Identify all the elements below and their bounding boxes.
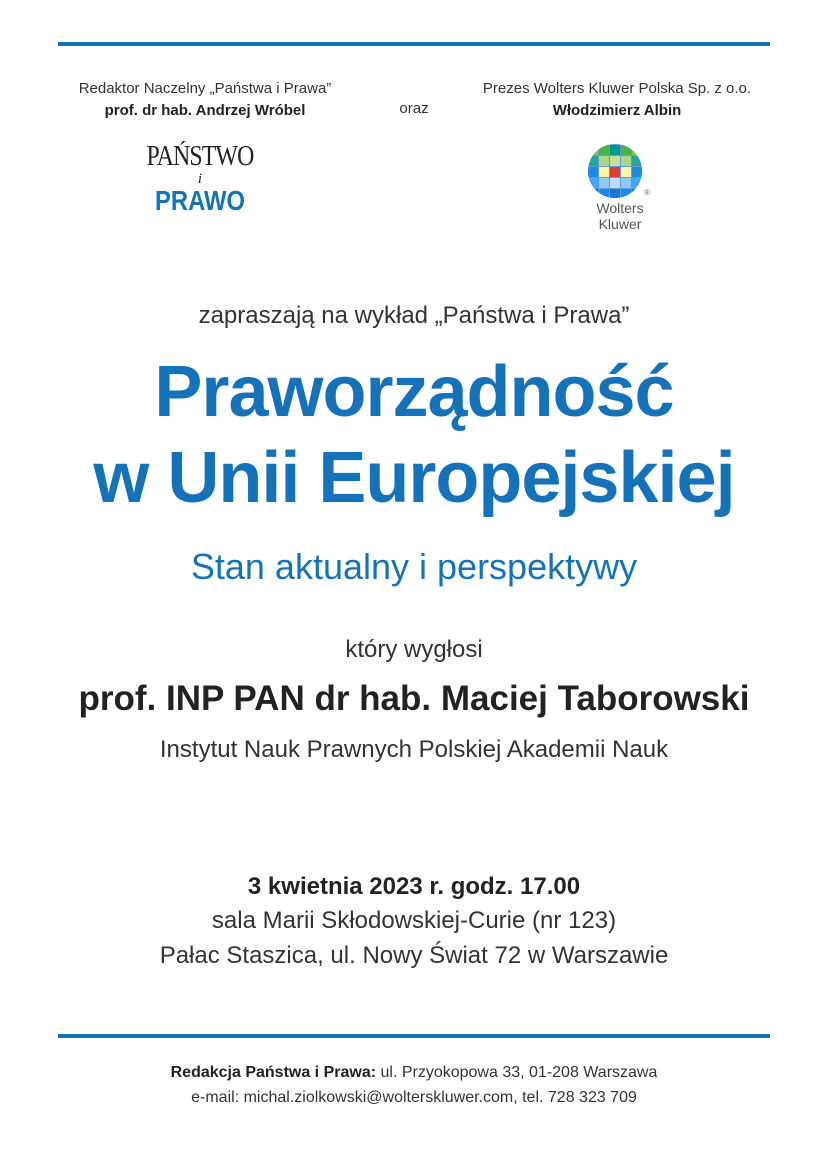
- logo-line-i: i: [197, 171, 203, 187]
- host-left-role: Redaktor Naczelny „Państwa i Prawa”: [78, 80, 332, 97]
- host-right: [452, 78, 782, 122]
- bottom-divider: [58, 1034, 770, 1038]
- logo-line-panstwo: PAŃSTWO: [146, 141, 254, 172]
- host-right-name: Włodzimierz Albin: [552, 102, 682, 119]
- event-place: Pałac Staszica, ul. Nowy Świat 72 w Warszawie: [159, 942, 669, 969]
- footer-address-text: ul. Przyokopowa 33, 01-208 Warszawa: [376, 1064, 658, 1081]
- hosts-conjunction: oraz: [399, 100, 429, 117]
- wk-line-kluwer: Kluwer: [598, 216, 642, 232]
- invitation-text: zapraszają na wykład „Państwa i Prawa”: [198, 302, 630, 329]
- host-left: [40, 78, 370, 122]
- wolters-kluwer-mark-icon: [585, 142, 655, 200]
- wolters-kluwer-logo: [570, 142, 670, 232]
- event-date: 3 kwietnia 2023 r. godz. 17.00: [247, 873, 581, 900]
- panstwo-i-prawo-logo: [130, 142, 270, 216]
- footer-org-label: Redakcja Państwa i Prawa:: [170, 1064, 377, 1081]
- subtitle: Stan aktualny i perspektywy: [190, 546, 638, 587]
- footer-address: [0, 1064, 828, 1082]
- footer-contact: e-mail: michal.ziolkowski@wolterskluwer.com, tel. 728 323 709: [191, 1089, 637, 1106]
- speaker-intro: który wygłosi: [345, 636, 483, 663]
- event-room: sala Marii Skłodowskiej-Curie (nr 123): [211, 907, 617, 934]
- logo-line-prawo: PRAWO: [155, 185, 245, 216]
- speaker-institute: Instytut Nauk Prawnych Polskiej Akademii Nauk: [159, 736, 669, 763]
- wk-line-wolters: Wolters: [596, 200, 644, 216]
- registered-mark: ®: [644, 188, 650, 197]
- title-line-2: w Unii Europejskiej: [93, 438, 735, 518]
- top-divider: [58, 42, 770, 46]
- host-left-name: prof. dr hab. Andrzej Wróbel: [104, 102, 306, 119]
- speaker-name: prof. INP PAN dr hab. Maciej Taborowski: [78, 679, 750, 718]
- title-line-1: Praworządność: [154, 352, 674, 432]
- host-right-role: Prezes Wolters Kluwer Polska Sp. z o.o.: [482, 80, 752, 97]
